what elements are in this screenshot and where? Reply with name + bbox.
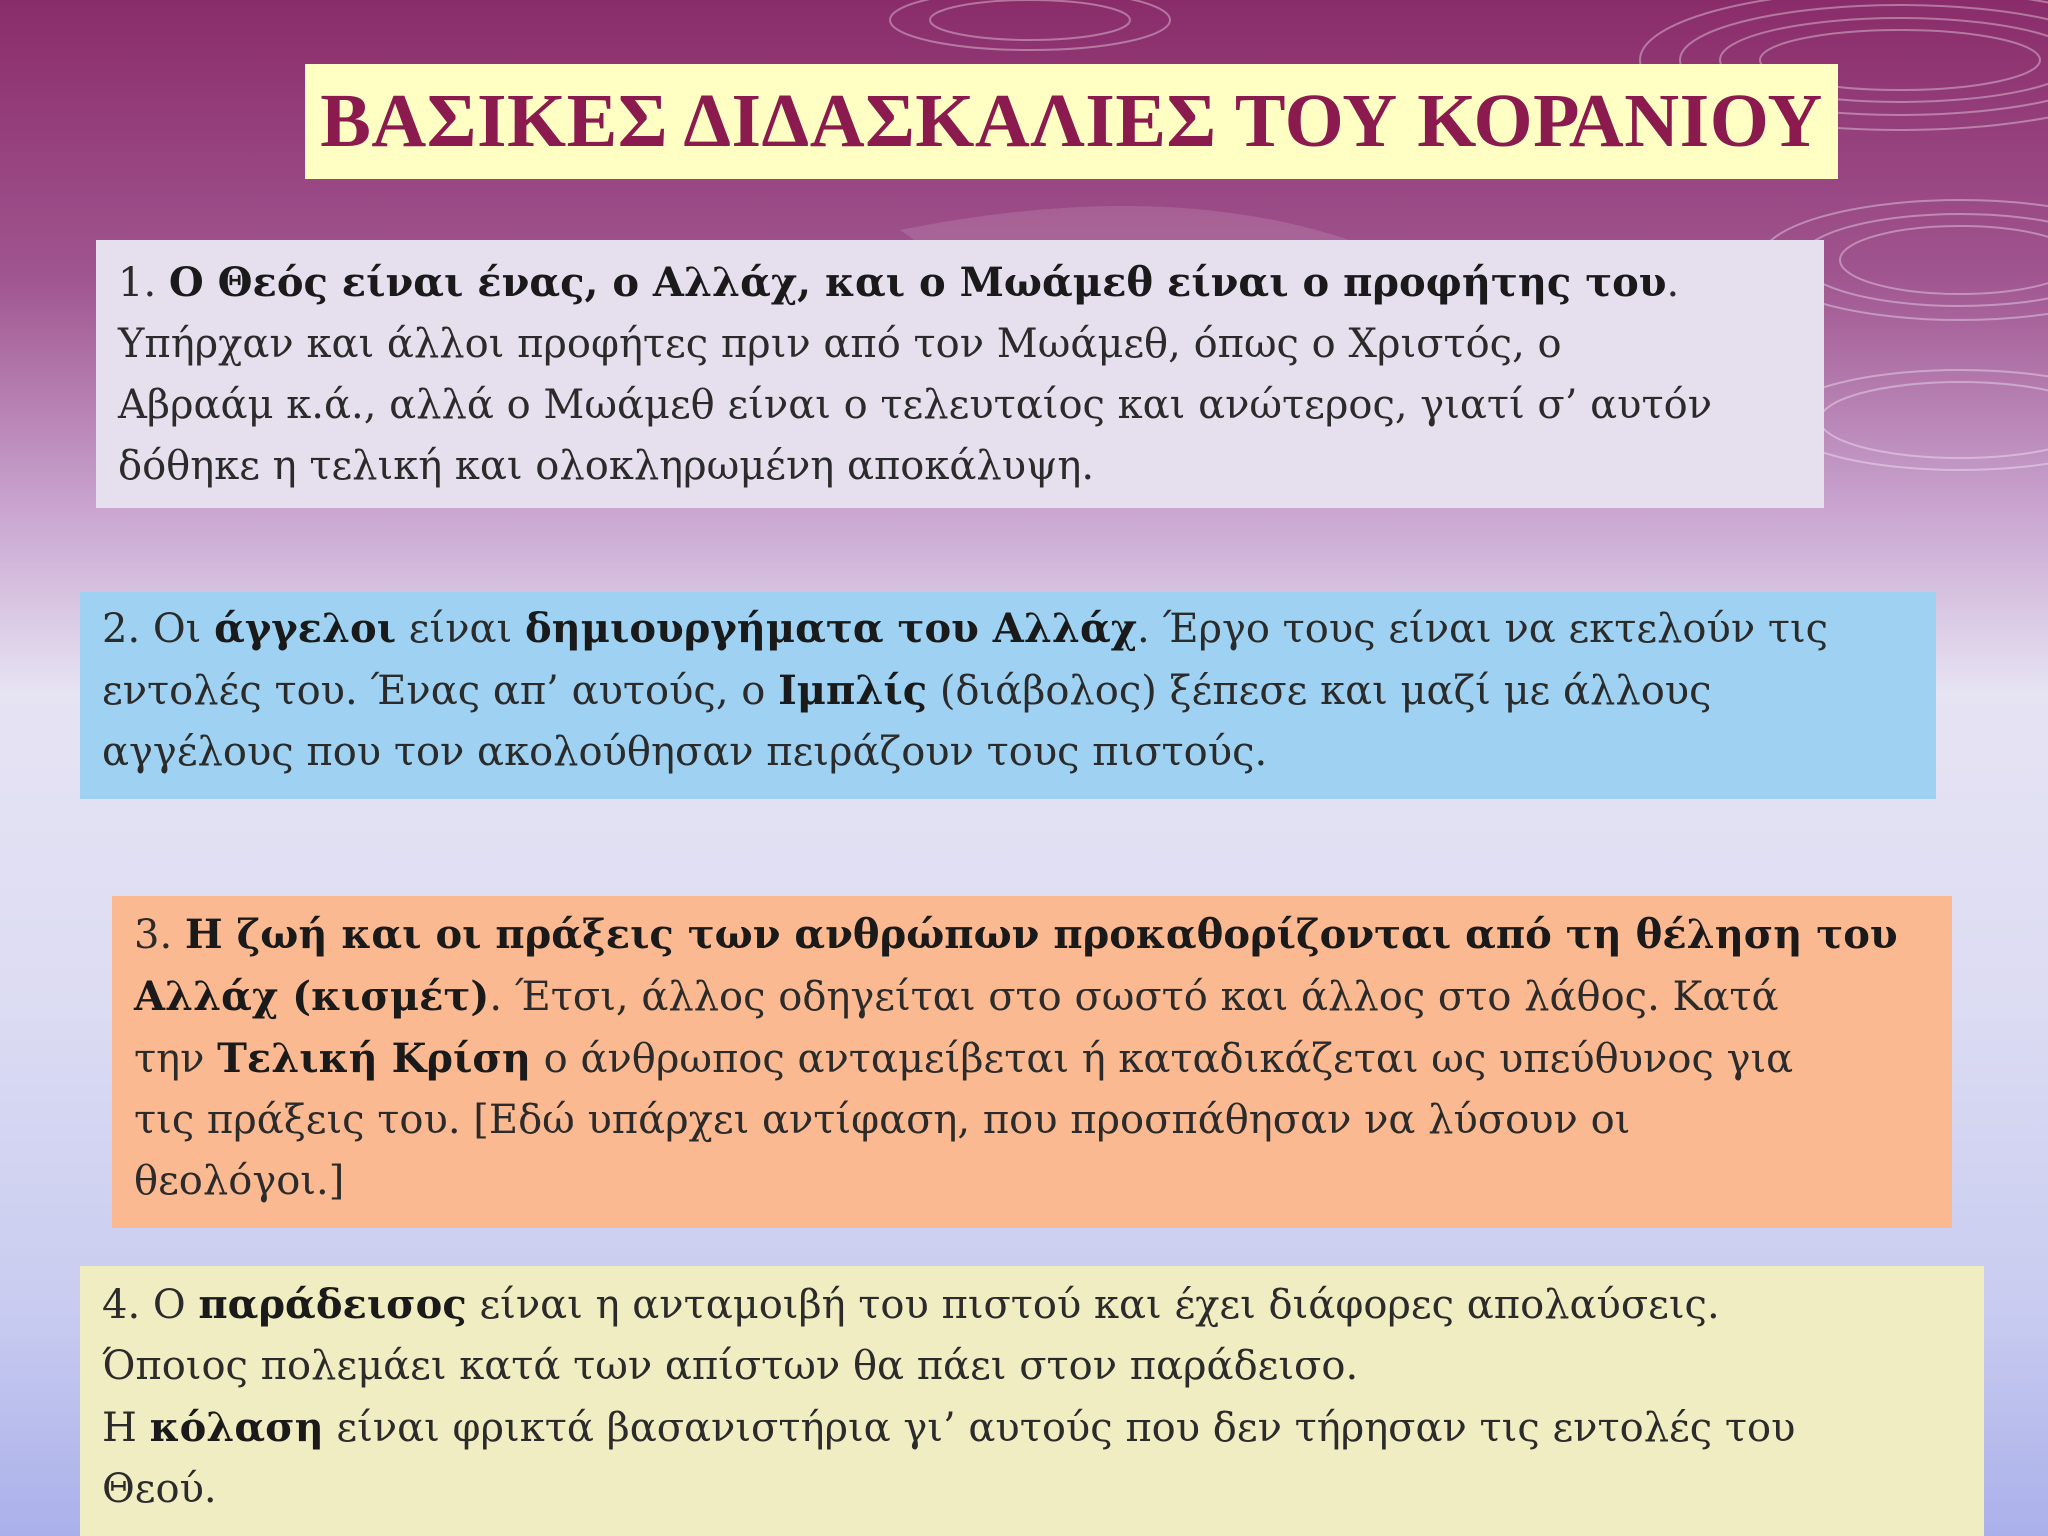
card-4-line-1: 4. Ο παράδεισος είναι η ανταμοιβή του πιστού και έχει διάφορες απολαύσεις. [102, 1281, 1720, 1328]
card-3-line-3: την Τελική Κρίση ο άνθρωπος ανταμείβεται ή καταδικάζεται ως υπεύθυνος για [134, 1035, 1794, 1082]
title-banner [305, 64, 1838, 179]
card-2-line-2: εντολές του. Ένας απ’ αυτούς, ο Ιμπλίς (διάβολος) ξέπεσε και μαζί με άλλους [102, 667, 1712, 714]
card-4-line-4: Θεού. [102, 1466, 217, 1512]
teaching-card-4 [80, 1266, 1984, 1536]
card-2-line-1: 2. Οι άγγελοι είναι δημιουργήματα του Αλλάχ. Έργο τους είναι να εκτελούν τις [102, 605, 1829, 652]
card-4-line-2: Όποιος πολεμάει κατά των απίστων θα πάει στον παράδεισο. [102, 1343, 1359, 1389]
teaching-card-1 [96, 240, 1824, 508]
card-2-line-3: αγγέλους που τον ακολούθησαν πειράζουν τους πιστούς. [102, 729, 1268, 775]
teaching-card-3 [112, 896, 1952, 1228]
card-4-line-3: Η κόλαση είναι φρικτά βασανιστήρια γι’ αυτούς που δεν τήρησαν τις εντολές του [102, 1404, 1796, 1451]
page-title: ΒΑΣΙΚΕΣ ΔΙΔΑΣΚΑΛΙΕΣ ΤΟΥ ΚΟΡΑΝΙΟΥ [320, 79, 1823, 163]
card-3-line-4: τις πράξεις του. [Εδώ υπάρχει αντίφαση, που προσπάθησαν να λύσουν οι [134, 1097, 1631, 1143]
card-1-line-4: δόθηκε η τελική και ολοκληρωμένη αποκάλυψη. [118, 443, 1095, 489]
card-1-line-1: 1. Ο Θεός είναι ένας, ο Αλλάχ, και ο Μωάμεθ είναι ο προφήτης του. [118, 259, 1680, 306]
card-3-line-5: θεολόγοι.] [134, 1158, 345, 1204]
card-3-line-2: Αλλάχ (κισμέτ). Έτσι, άλλος οδηγείται στο σωστό και άλλος στο λάθος. Κατά [134, 973, 1779, 1020]
card-3-line-1: 3. Η ζωή και οι πράξεις των ανθρώπων προκαθορίζονται από τη θέληση του [134, 911, 1898, 958]
card-1-line-3: Αβραάμ κ.ά., αλλά ο Μωάμεθ είναι ο τελευταίος και ανώτερος, γιατί σ’ αυτόν [118, 382, 1713, 428]
card-1-line-2: Υπήρχαν και άλλοι προφήτες πριν από τον Μωάμεθ, όπως ο Χριστός, ο [118, 321, 1562, 367]
teaching-card-2 [80, 592, 1936, 799]
